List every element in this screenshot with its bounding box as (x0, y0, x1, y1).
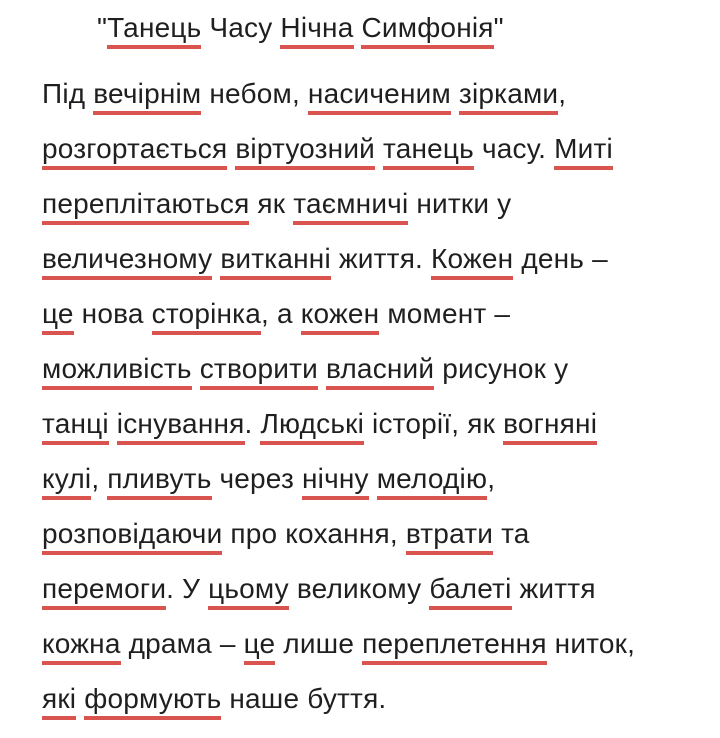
text-segment: день – (513, 243, 608, 274)
misspelled-word[interactable]: формують (84, 683, 221, 720)
misspelled-word[interactable]: Кожен (431, 243, 513, 280)
text-segment (318, 353, 326, 384)
document-line (42, 396, 720, 451)
misspelled-word[interactable]: втрати (406, 518, 493, 555)
text-segment: момент – (379, 298, 511, 329)
text-segment: , (487, 463, 496, 494)
misspelled-word[interactable]: таємничі (293, 188, 408, 225)
misspelled-word[interactable]: зірками (459, 78, 558, 115)
document-line (42, 121, 720, 176)
misspelled-word[interactable]: Нічна (280, 12, 353, 49)
misspelled-word[interactable]: насиченим (308, 78, 451, 115)
misspelled-word[interactable]: створити (200, 353, 318, 390)
misspelled-word[interactable]: цьому (208, 573, 289, 610)
misspelled-word[interactable]: Людські (260, 408, 364, 445)
document-body[interactable] (42, 66, 720, 726)
misspelled-word[interactable]: балеті (429, 573, 511, 610)
misspelled-word[interactable]: сторінка (152, 298, 261, 335)
text-segment (375, 133, 383, 164)
document-line (42, 286, 720, 341)
misspelled-word[interactable]: які (42, 683, 76, 720)
text-segment: ниток, (546, 628, 636, 659)
misspelled-word[interactable]: переплетення (362, 628, 547, 665)
text-segment (109, 408, 117, 439)
text-segment: та (493, 518, 530, 549)
text-segment: " (97, 12, 108, 43)
misspelled-word[interactable]: танці (42, 408, 109, 445)
document-line (42, 671, 720, 726)
text-segment: . (244, 408, 261, 439)
misspelled-word[interactable]: розповідаючи (42, 518, 222, 555)
text-segment: . У (166, 573, 209, 604)
document-line (42, 616, 720, 671)
misspelled-word[interactable]: Танець (107, 12, 201, 49)
misspelled-word[interactable]: існування (117, 408, 245, 445)
text-segment: лише (275, 628, 363, 659)
text-segment: життя (511, 573, 596, 604)
text-segment: як (249, 188, 294, 219)
misspelled-word[interactable]: це (42, 298, 74, 335)
misspelled-word[interactable]: перемоги (42, 573, 166, 610)
misspelled-word[interactable]: Миті (554, 133, 613, 170)
text-segment: великому (288, 573, 430, 604)
text-segment: наше буття. (221, 683, 387, 714)
text-segment (451, 78, 459, 109)
text-segment: , (558, 78, 567, 109)
misspelled-word[interactable]: це (244, 628, 276, 665)
document-line (42, 66, 720, 121)
document-line (42, 176, 720, 231)
text-segment: Під (42, 78, 94, 109)
misspelled-word[interactable]: танець (383, 133, 474, 170)
misspelled-word[interactable]: Симфонія (361, 12, 493, 49)
misspelled-word[interactable]: можливість (42, 353, 192, 390)
document-line (42, 506, 720, 561)
text-segment (192, 353, 200, 384)
document-line (42, 231, 720, 286)
text-segment (369, 463, 377, 494)
document-line (42, 561, 720, 616)
misspelled-word[interactable]: вечірнім (93, 78, 201, 115)
text-segment: часу. (473, 133, 555, 164)
text-segment: через (211, 463, 302, 494)
misspelled-word[interactable]: вогняні (503, 408, 597, 445)
misspelled-word[interactable]: нічну (302, 463, 369, 500)
misspelled-word[interactable]: мелодію (377, 463, 487, 500)
text-segment: життя. (330, 243, 432, 274)
text-segment: історії, як (364, 408, 504, 439)
text-segment: нитки у (408, 188, 512, 219)
text-segment: , (91, 463, 108, 494)
text-segment: про кохання, (222, 518, 406, 549)
misspelled-word[interactable]: розгортається (42, 133, 227, 170)
misspelled-word[interactable]: пливуть (107, 463, 211, 500)
misspelled-word[interactable]: власний (326, 353, 434, 390)
document-line (42, 451, 720, 506)
text-segment: , а (261, 298, 301, 329)
document-title (97, 6, 720, 50)
misspelled-word[interactable]: віртуозний (235, 133, 375, 170)
text-segment: небом, (201, 78, 308, 109)
misspelled-word[interactable]: кулі (42, 463, 91, 500)
document-line (42, 341, 720, 396)
text-segment: Часу (201, 12, 281, 43)
misspelled-word[interactable]: кожна (42, 628, 121, 665)
text-segment: драма – (120, 628, 244, 659)
misspelled-word[interactable]: переплітаються (42, 188, 249, 225)
misspelled-word[interactable]: величезному (42, 243, 212, 280)
misspelled-word[interactable]: кожен (301, 298, 380, 335)
text-segment: рисунок у (434, 353, 569, 384)
text-segment: " (493, 12, 504, 43)
misspelled-word[interactable]: витканні (220, 243, 331, 280)
text-segment: нова (73, 298, 152, 329)
